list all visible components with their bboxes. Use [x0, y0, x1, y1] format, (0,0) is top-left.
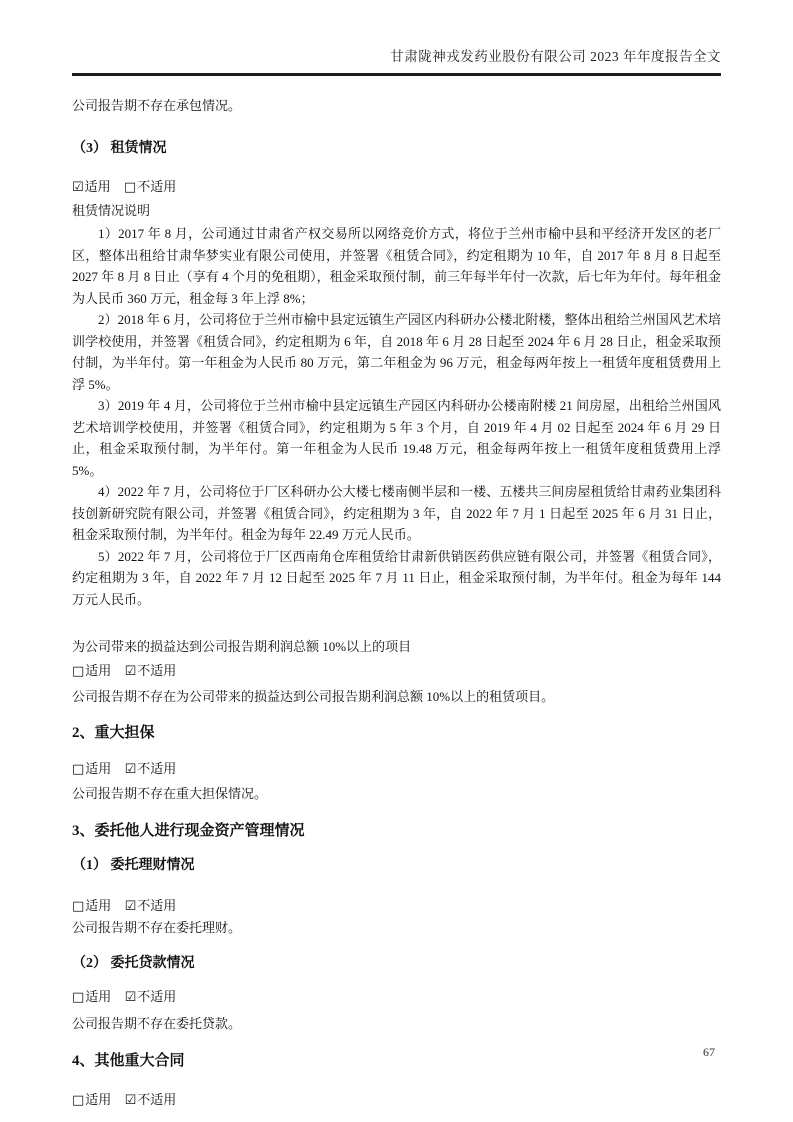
lease-paragraphs	[72, 223, 721, 610]
not-applicable-label: 不适用	[137, 179, 177, 194]
section-heading-entrust: 3、委托他人进行现金资产管理情况	[72, 823, 305, 839]
applicability-row-loan	[72, 986, 721, 1008]
applicable-label: 适用	[85, 898, 112, 913]
not-applicable-label: 不适用	[137, 898, 177, 913]
page-header	[72, 48, 721, 76]
applicable-label: 适用	[85, 989, 112, 1004]
not-applicable-option	[125, 663, 177, 678]
applicable-option	[72, 1092, 111, 1107]
section-heading-lease: （3） 租赁情况	[72, 141, 167, 156]
applicable-label: 适用	[85, 761, 112, 776]
lease-item-4: 4）2022 年 7 月，公司将位于厂区科研办公大楼七楼南侧半层和一楼、五楼共三间房屋租赁给甘肃药业集团科技创新研究院有限公司，并签署《租赁合同》，约定租期为 3 年，自 2022 年 7 月 1 日起至 2025 年 6 月 31 日止，租金采取预付制，为半年付。租金为每年 22.49 万元人民币。	[72, 484, 721, 542]
not-applicable-label: 不适用	[137, 663, 177, 678]
not-applicable-option	[125, 989, 177, 1004]
checkbox-checked-icon: ☑	[124, 990, 137, 1005]
applicable-option	[72, 761, 111, 776]
checkbox-checked-icon: ☑	[124, 899, 137, 914]
checkbox-checked-icon: ☑	[124, 664, 137, 679]
applicability-row-other	[72, 1089, 721, 1111]
checkbox-unchecked-icon: □	[72, 664, 85, 679]
profit-none-statement: 公司报告期不存在为公司带来的损益达到公司报告期利润总额 10%以上的租赁项目。	[72, 689, 555, 704]
applicable-label: 适用	[85, 1092, 112, 1107]
section-heading-guarantee: 2、重大担保	[72, 725, 155, 741]
not-applicable-option	[124, 179, 176, 194]
applicable-option	[72, 898, 111, 913]
applicable-label: 适用	[85, 663, 112, 678]
lease-item-5: 5）2022 年 7 月，公司将位于厂区西南角仓库租赁给甘肃新供销医药供应链有限公司，并签署《租赁合同》，约定租期为 3 年，自 2022 年 7 月 12 日起至 2025 年 7 月 11 日止，租金采取预付制，为半年付。租金为每年 144 万元人民币。	[72, 548, 721, 607]
checkbox-checked-icon: ☑	[124, 762, 137, 777]
not-applicable-option	[125, 761, 177, 776]
guarantee-none-statement: 公司报告期不存在重大担保情况。	[72, 786, 268, 801]
lease-note-label: 租赁情况说明	[72, 203, 151, 218]
applicability-row-wealth	[72, 895, 721, 917]
checkbox-unchecked-icon: □	[72, 990, 85, 1005]
checkbox-unchecked-icon: □	[72, 762, 85, 777]
profit-threshold-statement: 为公司带来的损益达到公司报告期利润总额 10%以上的项目	[72, 639, 412, 654]
lease-item-3: 3）2019 年 4 月，公司将位于兰州市榆中县定远镇生产园区内科研办公楼南附楼 21 间房屋，出租给兰州国风艺术培训学校使用，并签署《租赁合同》，约定租期为 5 年 3 个月，自 2019 年 4 月 02 日起至 2024 年 6 月 29 日止，租金采取预付制，为半年付。第一年租金为人民币 19.48 万元，租金每两年按上一租赁年度租赁费用上浮 5%。	[72, 398, 721, 478]
lease-item-2: 2）2018 年 6 月，公司将位于兰州市榆中县定远镇生产园区内科研办公楼北附楼，整体出租给兰州国风艺术培训学校使用，并签署《租赁合同》，约定租期为 6 年，自 2018 年 6 月 28 日起至 2024 年 6 月 28 日止，租金采取预付制，为半年付。第一年租金为人民币 80 万元，第二年租金为 96 万元，租金每两年按上一租赁年度租赁费用上浮 5%。	[72, 312, 721, 392]
applicability-row-lease	[72, 176, 721, 198]
checkbox-unchecked-icon: □	[72, 899, 85, 914]
not-applicable-option	[125, 1092, 177, 1107]
section-heading-wealth: （1） 委托理财情况	[72, 858, 195, 873]
checkbox-unchecked-icon: □	[72, 1093, 85, 1108]
report-title: 甘肃陇神戎发药业股份有限公司 2023 年年度报告全文	[390, 49, 721, 64]
applicable-option	[72, 179, 111, 194]
loan-none-statement: 公司报告期不存在委托贷款。	[72, 1016, 242, 1031]
not-applicable-label: 不适用	[137, 1092, 177, 1107]
applicability-row-profit	[72, 660, 721, 682]
page-number: 67	[703, 1045, 715, 1059]
section-heading-loan: （2） 委托贷款情况	[72, 956, 195, 971]
lease-item-1: 1）2017 年 8 月，公司通过甘肃省产权交易所以网络竞价方式，将位于兰州市榆中县和平经济开发区的老厂区，整体出租给甘肃华梦实业有限公司使用，并签署《租赁合同》，约定租期为 10 年，自 2017 年 8 月 8 日起至 2027 年 8 月 8 日止（享有 4 个月的免租期），租金采取预付制，前三年每半年付一次款，后七年为年付。每年租金为人民币 360 万元，租金每 3 年上浮 8%；	[72, 226, 721, 306]
checkbox-unchecked-icon: □	[123, 180, 137, 195]
checkbox-checked-icon: ☑	[124, 1093, 137, 1108]
applicable-option	[72, 989, 111, 1004]
wealth-none-statement: 公司报告期不存在委托理财。	[72, 920, 242, 935]
applicable-label: 适用	[84, 179, 111, 194]
checkbox-checked-icon: ☑	[72, 180, 84, 195]
not-applicable-label: 不适用	[137, 761, 177, 776]
applicable-option	[72, 663, 111, 678]
not-applicable-option	[125, 898, 177, 913]
not-applicable-label: 不适用	[137, 989, 177, 1004]
no-contract-statement: 公司报告期不存在承包情况。	[72, 98, 242, 113]
section-heading-other-contracts: 4、其他重大合同	[72, 1053, 185, 1069]
applicability-row-guarantee	[72, 758, 721, 780]
